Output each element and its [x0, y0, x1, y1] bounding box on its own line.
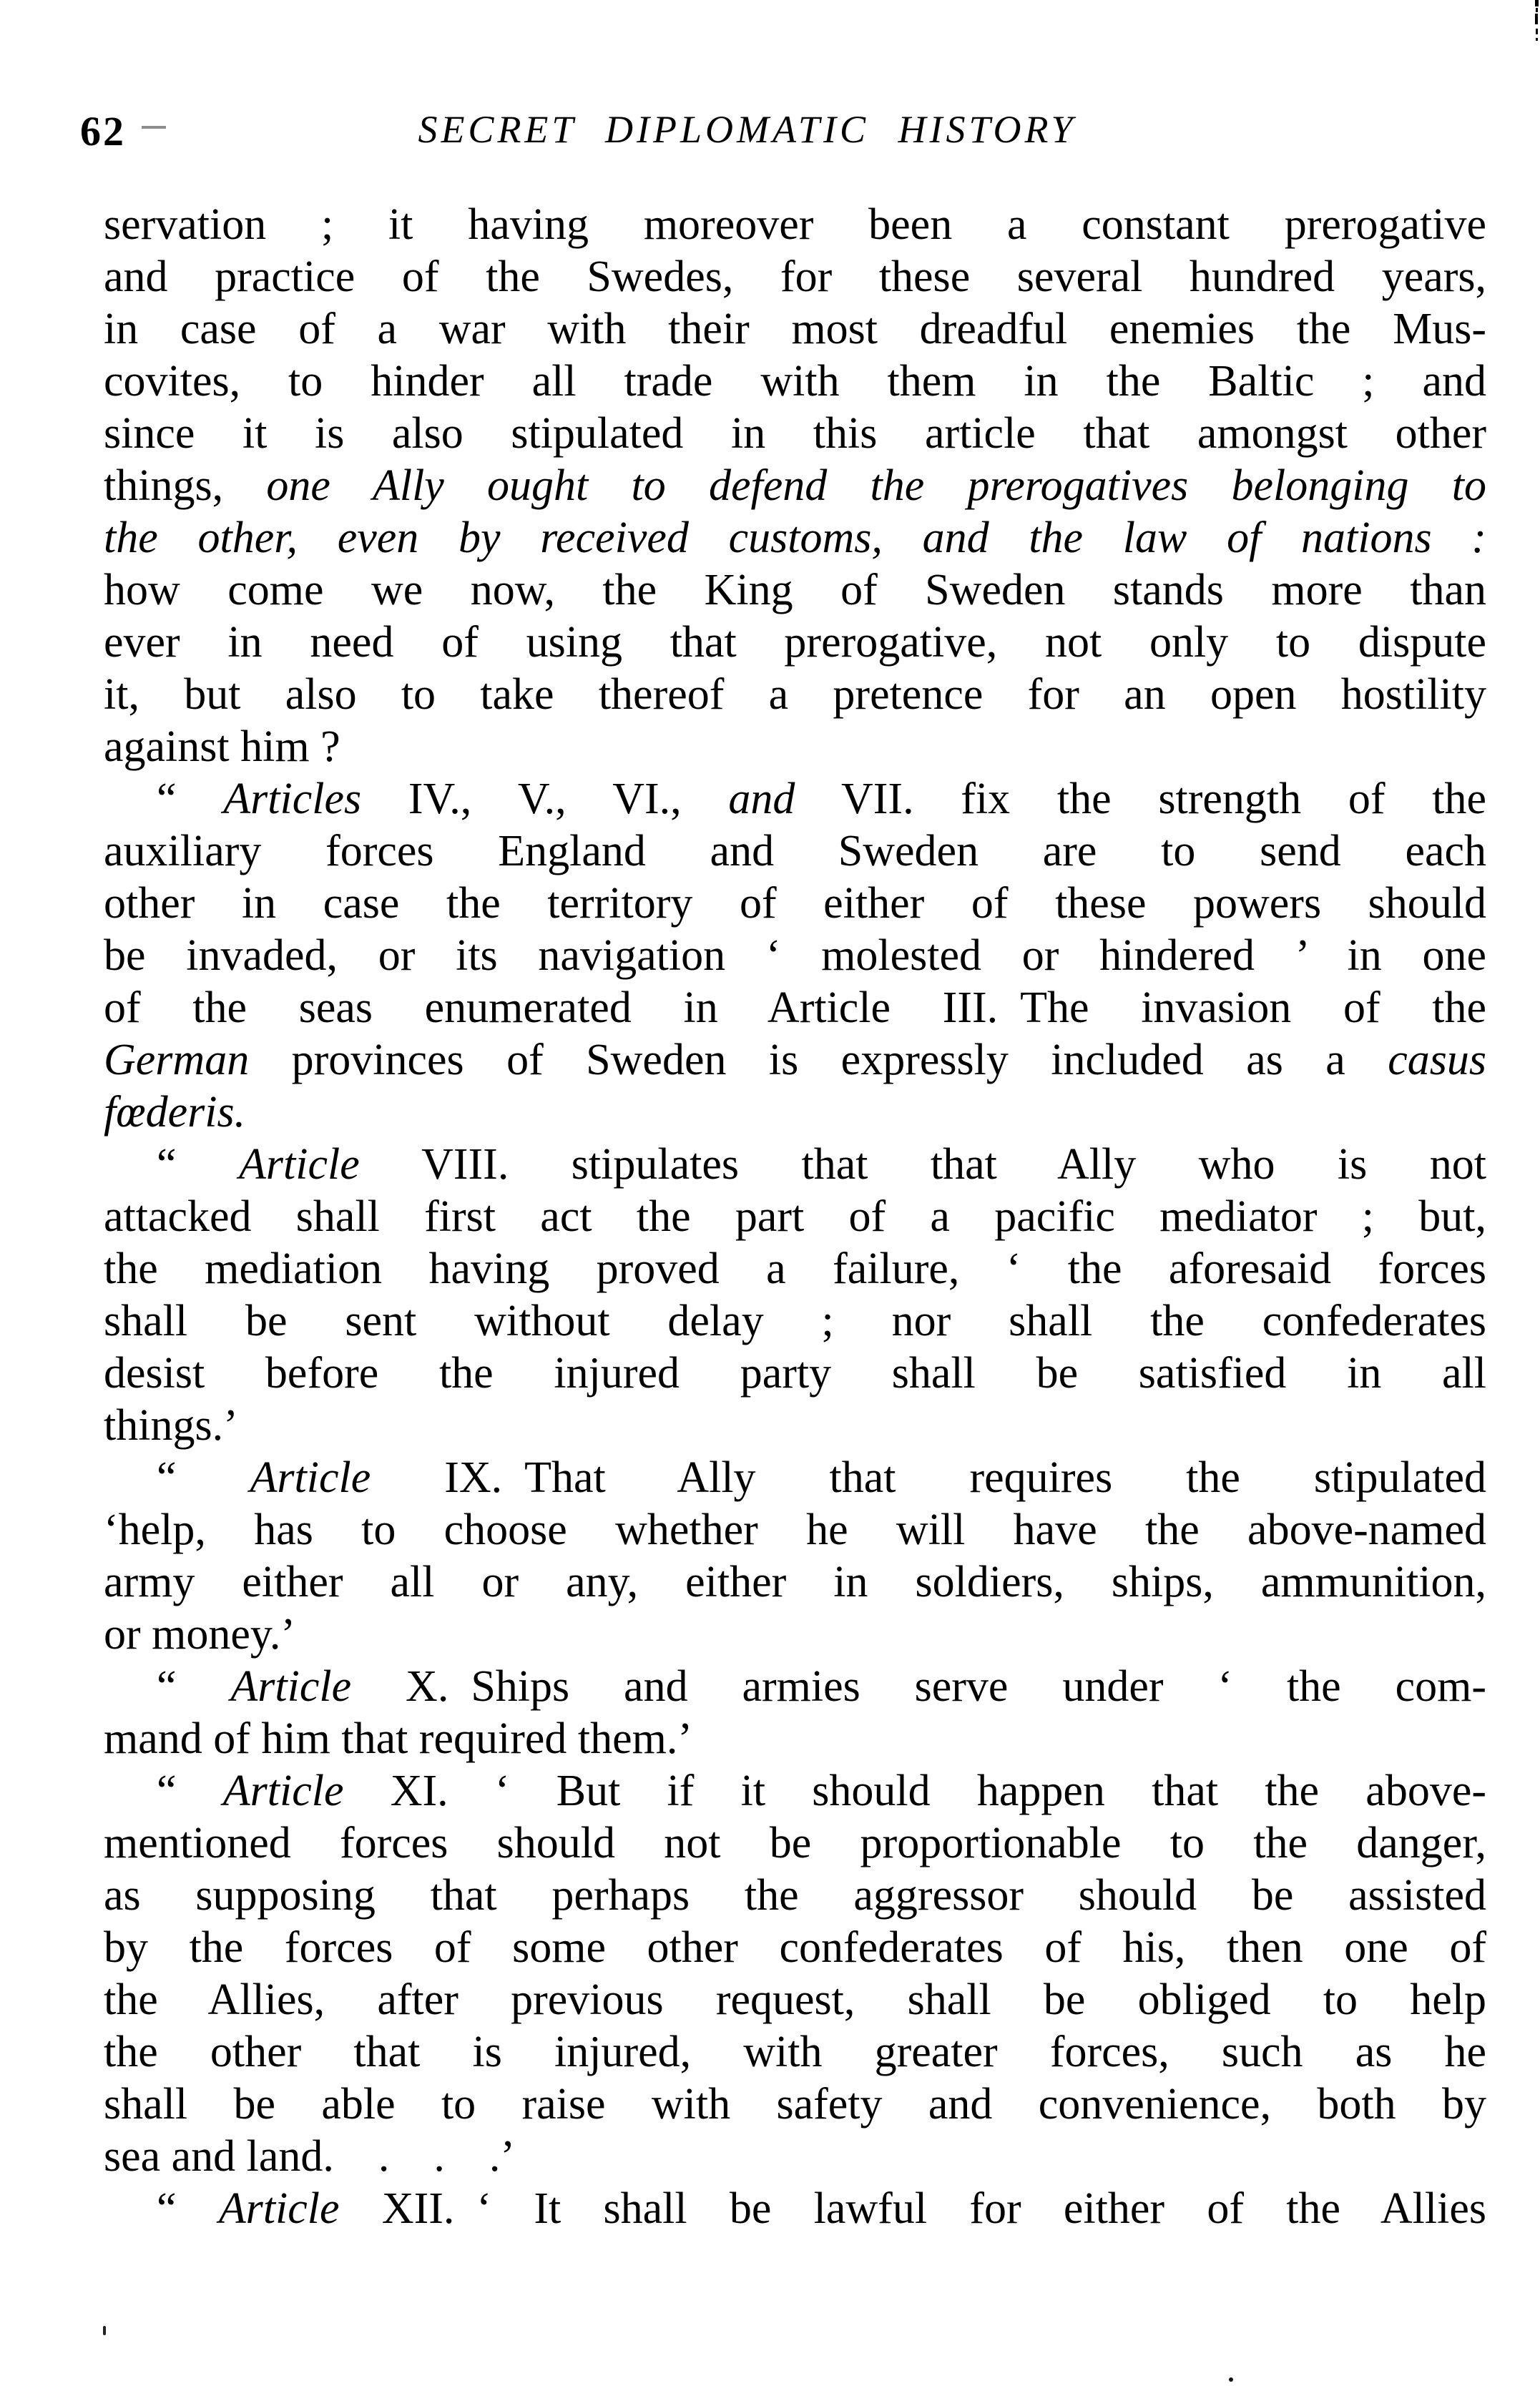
- text-line: mentioned forces should not be proportionable to the danger,: [104, 1819, 1486, 1867]
- scan-artifact-top-right: [1535, 14, 1538, 24]
- text-line: the Allies, after previous request, shall be obliged to help: [104, 1975, 1486, 2024]
- text-line: it, but also to take thereof a pretence for an open hostility: [104, 670, 1486, 719]
- text-line: auxiliary forces England and Sweden are to send each: [104, 827, 1486, 875]
- text-line: attacked shall first act the part of a pacific mediator ; but,: [104, 1192, 1486, 1241]
- text-line: in case of a war with their most dreadful enemies the Mus-: [104, 305, 1486, 353]
- scan-artifact-bottom-left: [103, 2326, 106, 2335]
- text-line: shall be sent without delay ; nor shall the confederates: [104, 1297, 1486, 1345]
- text-line: desist before the injured party shall be satisfied in all: [104, 1349, 1486, 1398]
- text-line: things, one Ally ought to defend the prerogatives belonging to: [104, 461, 1486, 510]
- scan-artifact-top-right: [1535, 0, 1539, 6]
- text-line: how come we now, the King of Sweden stands more than: [104, 566, 1486, 614]
- scan-artifact-top-right: [1536, 8, 1538, 12]
- text-line: covites, to hinder all trade with them in the Baltic ; and: [104, 357, 1486, 406]
- text-line: the mediation having proved a failure, ‘ the aforesaid forces: [104, 1244, 1486, 1293]
- text-line: “ Article XI. ‘ But if it should happen that the above-: [157, 1767, 1486, 1815]
- text-line: “ Article X. Ships and armies serve under ‘ the com-: [157, 1662, 1486, 1711]
- body-text: [104, 199, 1486, 2235]
- page-number: 62: [80, 108, 126, 154]
- text-line: other in case the territory of either of these powers should: [104, 879, 1486, 928]
- text-line: or money.’: [104, 1610, 296, 1659]
- scan-artifact-top-right: [1536, 29, 1538, 34]
- text-line: the other that is injured, with greater forces, such as he: [104, 2028, 1486, 2076]
- text-line: “ Articles IV., V., VI., and VII. fix the strength of the: [157, 775, 1486, 823]
- running-title: SECRET DIPLOMATIC HISTORY: [418, 108, 1076, 151]
- text-line: of the seas enumerated in Article III. The invasion of the: [104, 983, 1486, 1032]
- scan-artifact-top-right: [1536, 38, 1538, 41]
- text-line: army either all or any, either in soldiers, ships, ammunition,: [104, 1558, 1486, 1606]
- text-line: the other, even by received customs, and the law of nations :: [104, 514, 1486, 562]
- text-line: servation ; it having moreover been a constant prerogative: [104, 200, 1486, 249]
- scan-artifact-header-dash: [142, 126, 166, 129]
- text-line: against him ?: [104, 722, 340, 771]
- text-line: shall be able to raise with safety and convenience, both by: [104, 2080, 1486, 2129]
- text-line: ever in need of using that prerogative, not only to dispute: [104, 618, 1486, 667]
- text-line: things.’: [104, 1401, 238, 1450]
- text-line: be invaded, or its navigation ‘ molested or hindered ’ in one: [104, 931, 1486, 980]
- text-line: “ Article VIII. stipulates that that Ally who is not: [157, 1140, 1486, 1189]
- text-line: mand of him that required them.’: [104, 1714, 692, 1763]
- text-line: “ Article XII. ‘ It shall be lawful for either of the Allies: [157, 2184, 1486, 2233]
- text-line: ‘help, has to choose whether he will have the above-named: [104, 1506, 1486, 1554]
- text-line: as supposing that perhaps the aggressor should be assisted: [104, 1871, 1486, 1920]
- text-line: fœderis.: [104, 1088, 246, 1136]
- text-line: and practice of the Swedes, for these several hundred years,: [104, 252, 1486, 301]
- text-line: German provinces of Sweden is expressly included as a casus: [104, 1036, 1486, 1084]
- text-line: since it is also stipulated in this article that amongst other: [104, 409, 1486, 458]
- text-line: sea and land. . . .’: [104, 2132, 516, 2181]
- scan-artifact-bottom-right: [1229, 2377, 1233, 2382]
- text-line: by the forces of some other confederates of his, then one of: [104, 1923, 1486, 1972]
- text-line: “ Article IX. That Ally that requires the stipulated: [157, 1453, 1486, 1502]
